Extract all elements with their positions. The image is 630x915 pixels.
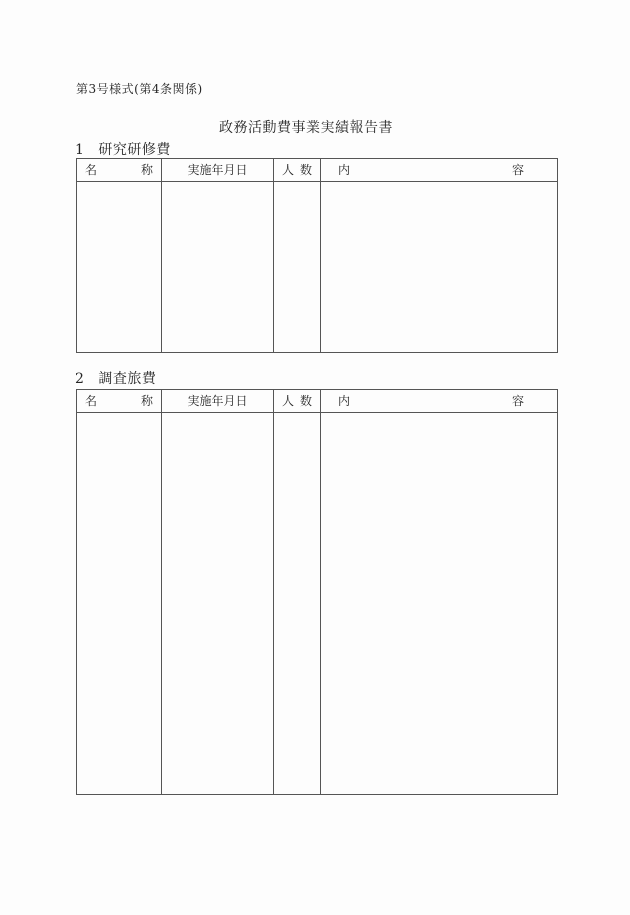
body-cell-content xyxy=(321,413,557,794)
header-cell-content xyxy=(321,159,557,181)
header-date-label: 実施年月日 xyxy=(187,163,248,177)
header-cell-name xyxy=(77,390,162,412)
section-1-number: 1 xyxy=(75,142,85,158)
header-cell-people xyxy=(274,159,321,181)
header-people-left: 人 xyxy=(282,163,295,177)
form-style-note: 第3号様式(第4条関係) xyxy=(76,82,203,96)
header-name-right: 称 xyxy=(140,394,153,408)
header-content-left: 内 xyxy=(338,394,351,408)
section-2-table xyxy=(76,389,558,795)
section-1-label: 研究研修費 xyxy=(98,142,171,158)
body-cell-date xyxy=(162,182,274,352)
section-2-number: 2 xyxy=(75,371,85,387)
section-1-table-body-row xyxy=(77,182,557,352)
header-cell-date xyxy=(162,390,274,412)
section-1-table-header-row xyxy=(77,159,557,182)
body-cell-people xyxy=(274,413,321,794)
body-cell-name xyxy=(77,413,162,794)
header-name-right: 称 xyxy=(140,163,153,177)
header-content-right: 容 xyxy=(511,163,524,177)
section-2-heading xyxy=(75,372,156,387)
body-cell-date xyxy=(162,413,274,794)
header-name-left: 名 xyxy=(85,163,98,177)
header-people-right: 数 xyxy=(299,394,312,408)
header-cell-people xyxy=(274,390,321,412)
body-cell-name xyxy=(77,182,162,352)
document-title: 政務活動費事業実績報告書 xyxy=(219,120,393,136)
header-content-left: 内 xyxy=(338,163,351,177)
header-name-left: 名 xyxy=(85,394,98,408)
section-2-table-body-row xyxy=(77,413,557,794)
header-cell-name xyxy=(77,159,162,181)
body-cell-content xyxy=(321,182,557,352)
header-content-right: 容 xyxy=(511,394,524,408)
header-people-left: 人 xyxy=(282,394,295,408)
section-1-heading xyxy=(75,143,171,158)
header-people-right: 数 xyxy=(299,163,312,177)
header-cell-date xyxy=(162,159,274,181)
body-cell-people xyxy=(274,182,321,352)
header-date-label: 実施年月日 xyxy=(187,394,248,408)
section-2-table-header-row xyxy=(77,390,557,413)
header-cell-content xyxy=(321,390,557,412)
section-1-table xyxy=(76,158,558,353)
section-2-label: 調査旅費 xyxy=(98,371,157,387)
